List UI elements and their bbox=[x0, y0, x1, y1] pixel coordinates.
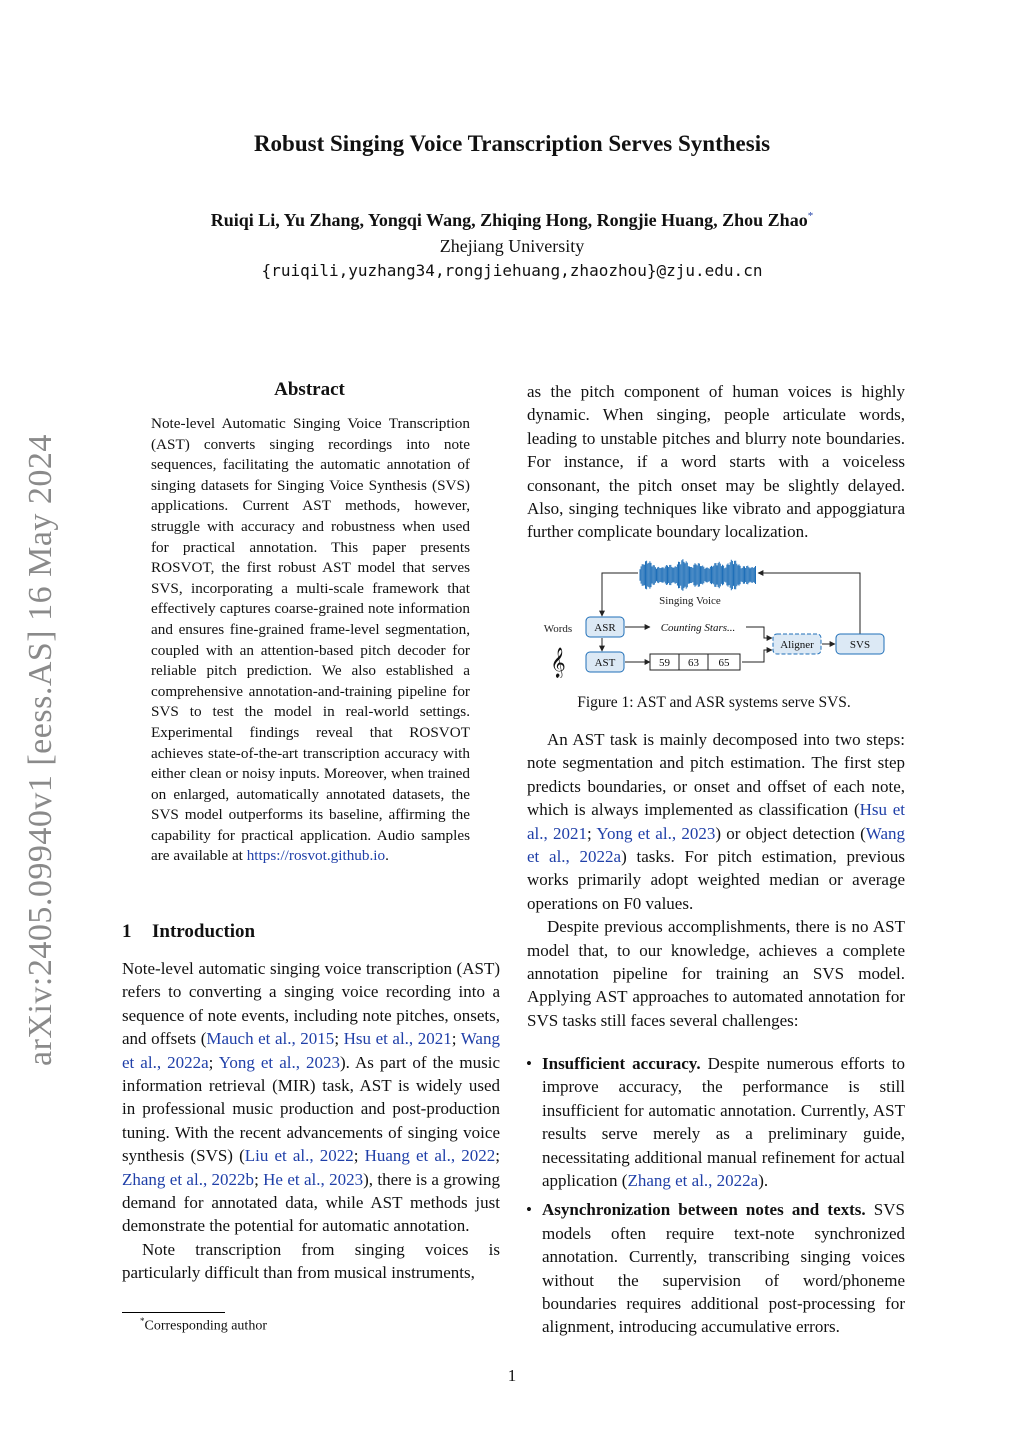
affiliation: Zhejiang University bbox=[439, 236, 585, 256]
notes-to-aligner-arrow bbox=[742, 650, 772, 662]
footnote-rule bbox=[122, 1312, 225, 1313]
section-heading-introduction bbox=[122, 921, 255, 943]
paper-title: Robust Singing Voice Transcription Serves Synthesis bbox=[253, 131, 771, 156]
author-list bbox=[0, 210, 1024, 231]
right-column-body bbox=[527, 728, 905, 1032]
challenge-list bbox=[527, 1052, 905, 1339]
project-page-link[interactable]: https://rosvot.github.io bbox=[246, 847, 386, 865]
author-emails: {ruiqili,yuzhang34,rongjiehuang,zhaozhou}@zju.edu.cn bbox=[261, 261, 763, 280]
text-run: ) or object detection ( bbox=[715, 823, 866, 843]
treble-clef-icon: 𝄞 bbox=[550, 648, 566, 677]
arxiv-watermark: arXiv:2405.09940v1 [eess.AS] 16 May 2024 bbox=[22, 434, 59, 1066]
figure-1-diagram bbox=[536, 558, 896, 678]
section-number: 1 bbox=[122, 921, 132, 942]
voice-to-asr-arrow bbox=[602, 573, 638, 616]
right-paragraph-1: An AST task is mainly decomposed into two steps: note segmentation and pitch estimation. The first step predicts boundaries, or onset and offset of each note, which is always implemented as classification (Hsu et al., 2021; Yong et al., 2023) or object detection (Wang et al., 2022a) tasks. For pitch estimation, previous works primarily adopt weighted median or average operations on F0 values. bbox=[527, 730, 906, 913]
citation[interactable]: Wang et al., 2022a bbox=[122, 1029, 500, 1072]
figure-caption: Figure 1: AST and ASR systems serve SVS. bbox=[577, 694, 851, 711]
citation[interactable]: Hsu et al., 2021 bbox=[527, 800, 905, 843]
text-run: ). As part of the music information retrieval (MIR) task, AST is widely used in professional music production and post-production tuning. With the recent advancements of singing voice synthesis (SVS) ( bbox=[122, 1052, 500, 1166]
list-item-heading: Asynchronization between notes and texts. bbox=[542, 1200, 866, 1220]
corresponding-author-mark[interactable]: * bbox=[807, 210, 814, 222]
page-number: 1 bbox=[507, 1366, 517, 1385]
asr-label: ASR bbox=[594, 622, 616, 634]
words-label: Words bbox=[543, 623, 573, 635]
intro-paragraph-1: Note-level automatic singing voice transcription (AST) refers to converting a singing voice recording into a sequence of note events, including note pitches, onsets, and offsets (Mauch et al., 2015; Hsu et al., 2021; Wang et al., 2022a; Yong et al., 2023). As part of the music information retrieval (MIR) task, AST is widely used in professional music production and post-production tuning. With the recent advancements of singing voice synthesis (SVS) (Liu et al., 2022; Huang et al., 2022; Zhang et al., 2022b; He et al., 2023), there is a growing demand for annotated data, while AST methods just demonstrate the potential for automatic annotation. bbox=[122, 959, 500, 1236]
aligner-label: Aligner bbox=[780, 639, 814, 651]
introduction-body bbox=[122, 957, 500, 1285]
bullet-icon: • bbox=[526, 1200, 532, 1220]
citation[interactable]: Mauch et al., 2015 bbox=[206, 1029, 335, 1049]
text-run: SVS models often require text-note synchronized annotation. Currently, transcribing singing voices without the supervision of word/phoneme boundaries requires additional post-processing for alignment, introducing accumulative errors. bbox=[542, 1200, 905, 1337]
ast-label: AST bbox=[594, 657, 616, 669]
section-title: Introduction bbox=[152, 921, 256, 942]
list-item-heading: Insufficient accuracy. bbox=[542, 1054, 701, 1073]
author-names: Ruiqi Li, Yu Zhang, Yongqi Wang, Zhiqing Hong, Rongjie Huang, Zhou Zhao bbox=[210, 210, 808, 230]
lyrics-text: Counting Stars... bbox=[660, 622, 736, 634]
footnote-text: Corresponding author bbox=[144, 1318, 267, 1334]
citation[interactable]: Huang et al., 2022 bbox=[364, 1146, 496, 1166]
lyrics-to-aligner-arrow bbox=[746, 627, 772, 638]
abstract-heading: Abstract bbox=[274, 379, 345, 400]
citation[interactable]: Hsu et al., 2021 bbox=[343, 1029, 452, 1049]
right-column-continuation: as the pitch component of human voices is highly dynamic. When singing, people articulate words, leading to unstable pitches and blurry note boundaries. For instance, if a word starts with a voiceless consonant, the pitch onset may be slightly delayed. Also, singing techniques like vibrato and appoggiatura further complicate boundary localization. bbox=[527, 382, 905, 542]
bullet-icon: • bbox=[526, 1054, 532, 1073]
abstract-text: Note-level Automatic Singing Voice Transcription (AST) converts singing recordings into note sequences, facilitating the automatic annotation of singing datasets for Singing Voice Synthesis (SVS) applications. Current AST methods, however, struggle with accuracy and robustness when used for practical annotation. This paper presents ROSVOT, the first robust AST model that serves SVS, incorporating a multi-scale framework that effectively captures coarse-grained note information and ensures fine-grained frame-level segmentation, coupled with an attention-based pitch decoder for reliable pitch prediction. We also established a comprehensive annotation-and-training pipeline for SVS to test the model in real-world settings. Experimental findings reveal that ROSVOT achieves state-of-the-art transcription accuracy with either clean or noisy inputs. Moreover, when trained on enlarged, automatically annotated datasets, the SVS model outperforms its baseline, affirming the capability for practical application. Audio samples are available at bbox=[151, 415, 470, 865]
feedback-arrow bbox=[758, 573, 860, 636]
citation[interactable]: He et al., 2023 bbox=[263, 1169, 364, 1189]
right-paragraph-2: Despite previous accomplishments, there is no AST model that, to our knowledge, achieves a complete annotation pipeline for training an SVS model. Applying AST approaches to automated annotation for SVS tasks still faces several challenges: bbox=[527, 917, 905, 1030]
footnote-mark: * bbox=[140, 1316, 145, 1326]
intro-paragraph-2: Note transcription from singing voices is particularly difficult than from musical instruments, bbox=[122, 1239, 500, 1283]
citation[interactable]: Yong et al., 2023 bbox=[596, 823, 716, 843]
svs-label: SVS bbox=[849, 639, 871, 651]
citation[interactable]: Yong et al., 2023 bbox=[218, 1052, 340, 1072]
text-run: ). bbox=[758, 1171, 769, 1191]
text-run: ), there is a growing demand for annotated data, while AST methods just demonstrate the potential for automatic annotation. bbox=[122, 1169, 500, 1236]
note-value: 63 bbox=[688, 657, 699, 669]
singing-voice-label: Singing Voice bbox=[659, 595, 721, 607]
text-run: An AST task is mainly decomposed into two steps: note segmentation and pitch estimation. The first step predicts boundaries, or onset and offset of each note, which is always implemented as classification ( bbox=[527, 730, 905, 820]
list-item bbox=[527, 1052, 905, 1192]
note-value: 59 bbox=[659, 657, 670, 669]
footnote bbox=[140, 1316, 267, 1335]
citation[interactable]: Liu et al., 2022 bbox=[244, 1146, 354, 1166]
abstract-body bbox=[151, 414, 470, 867]
note-value: 65 bbox=[718, 657, 730, 669]
waveform-icon bbox=[640, 559, 756, 591]
abstract-end: . bbox=[385, 847, 389, 865]
text-run: Note-level automatic singing voice transcription (AST) refers to converting a singing voice recording into a sequence of note events, including note pitches, onsets, and offsets ( bbox=[122, 959, 500, 1049]
citation[interactable]: Zhang et al., 2022a bbox=[627, 1171, 759, 1191]
citation[interactable]: Wang et al., 2022a bbox=[527, 823, 906, 867]
list-item bbox=[527, 1198, 905, 1338]
text-run: ) tasks. For pitch estimation, previous works primarily adopt weighted median or average operations on F0 values. bbox=[527, 847, 905, 913]
citation[interactable]: Zhang et al., 2022b bbox=[122, 1169, 255, 1189]
text-run: Despite numerous efforts to improve accuracy, the performance is still insufficient for automatic annotation. Currently, AST results serve merely as a preliminary guide, necessitating additional manual refinement for actual application ( bbox=[542, 1054, 905, 1191]
